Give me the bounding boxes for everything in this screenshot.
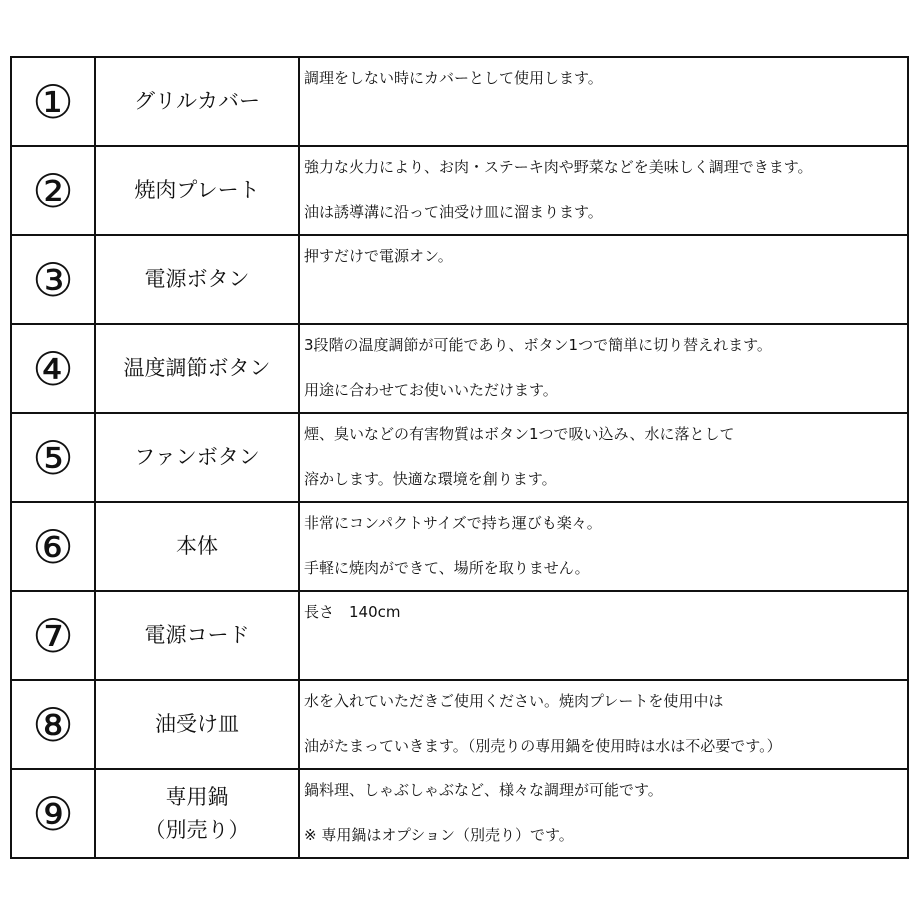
part-number-cell — [11, 324, 95, 413]
part-name: ファンボタン — [134, 445, 260, 470]
part-description-cell — [299, 769, 908, 858]
part-number: ⑦ — [32, 608, 74, 663]
table-row — [11, 769, 908, 858]
parts-table-body — [11, 57, 908, 858]
part-name: 焼肉プレート — [134, 178, 260, 203]
part-name-cell — [95, 324, 299, 413]
part-number-cell — [11, 769, 95, 858]
part-name-note: （別売り） — [144, 817, 250, 842]
part-description-cell — [299, 324, 908, 413]
part-name-cell — [95, 235, 299, 324]
part-number-cell — [11, 413, 95, 502]
table-row — [11, 146, 908, 235]
part-description-cell — [299, 235, 908, 324]
part-description-line: ※ 専用鍋はオプション（別売り）です。 — [304, 826, 574, 844]
part-description-line: 3段階の温度調節が可能であり、ボタン1つで簡単に切り替えれます。 — [304, 336, 772, 354]
part-name: 専用鍋 — [165, 784, 229, 809]
table-row — [11, 413, 908, 502]
part-description-line: 長さ 140cm — [304, 603, 401, 621]
part-number: ⑥ — [32, 519, 74, 574]
part-description-line: 油は誘導溝に沿って油受け皿に溜まります。 — [304, 203, 603, 221]
part-description-line: 手軽に焼肉ができて、場所を取りません。 — [304, 559, 590, 577]
part-description-cell — [299, 591, 908, 680]
part-number: ③ — [32, 252, 74, 307]
part-number-cell — [11, 235, 95, 324]
table-row — [11, 591, 908, 680]
table-row — [11, 324, 908, 413]
part-number-cell — [11, 502, 95, 591]
part-name: 電源ボタン — [144, 267, 250, 292]
part-description-line: 非常にコンパクトサイズで持ち運びも楽々。 — [304, 514, 602, 532]
part-description-line: 鍋料理、しゃぶしゃぶなど、様々な調理が可能です。 — [304, 781, 663, 799]
part-number: ② — [32, 163, 74, 218]
part-number: ⑤ — [32, 430, 74, 485]
parts-table — [10, 56, 909, 859]
part-name: 電源コード — [144, 623, 250, 648]
part-name-cell — [95, 413, 299, 502]
part-description-line: 油がたまっていきます。（別売りの専用鍋を使用時は水は不必要です。） — [304, 737, 782, 755]
part-number-cell — [11, 591, 95, 680]
part-number-cell — [11, 57, 95, 146]
part-name-cell — [95, 502, 299, 591]
part-description-line: 用途に合わせてお使いいただけます。 — [304, 381, 558, 399]
part-description-line: 煙、臭いなどの有害物質はボタン1つで吸い込み、水に落として — [304, 425, 735, 443]
part-description-cell — [299, 502, 908, 591]
part-number-cell — [11, 146, 95, 235]
part-description-cell — [299, 146, 908, 235]
part-description-cell — [299, 680, 908, 769]
part-description-line: 溶かします。快適な環境を創ります。 — [304, 470, 557, 488]
part-name: 温度調節ボタン — [123, 356, 271, 381]
part-number: ① — [32, 74, 74, 129]
part-name-cell — [95, 680, 299, 769]
part-description-line: 調理をしない時にカバーとして使用します。 — [304, 69, 603, 87]
part-description-line: 水を入れていただきご使用ください。焼肉プレートを使用中は — [304, 692, 724, 710]
part-name-cell — [95, 591, 299, 680]
part-number: ④ — [32, 341, 74, 396]
table-row — [11, 502, 908, 591]
part-number: ⑧ — [32, 697, 74, 752]
part-name-cell — [95, 769, 299, 858]
part-name: 本体 — [176, 534, 218, 559]
table-row — [11, 235, 908, 324]
part-name: 油受け皿 — [155, 712, 239, 737]
part-name: グリルカバー — [134, 89, 260, 114]
part-description-cell — [299, 413, 908, 502]
part-number-cell — [11, 680, 95, 769]
part-description-line: 押すだけで電源オン。 — [304, 247, 453, 265]
part-name-cell — [95, 57, 299, 146]
part-description-cell — [299, 57, 908, 146]
part-number: ⑨ — [32, 786, 74, 841]
table-row — [11, 57, 908, 146]
part-name-cell — [95, 146, 299, 235]
part-description-line: 強力な火力により、お肉・ステーキ肉や野菜などを美味しく調理できます。 — [304, 158, 813, 176]
table-row — [11, 680, 908, 769]
